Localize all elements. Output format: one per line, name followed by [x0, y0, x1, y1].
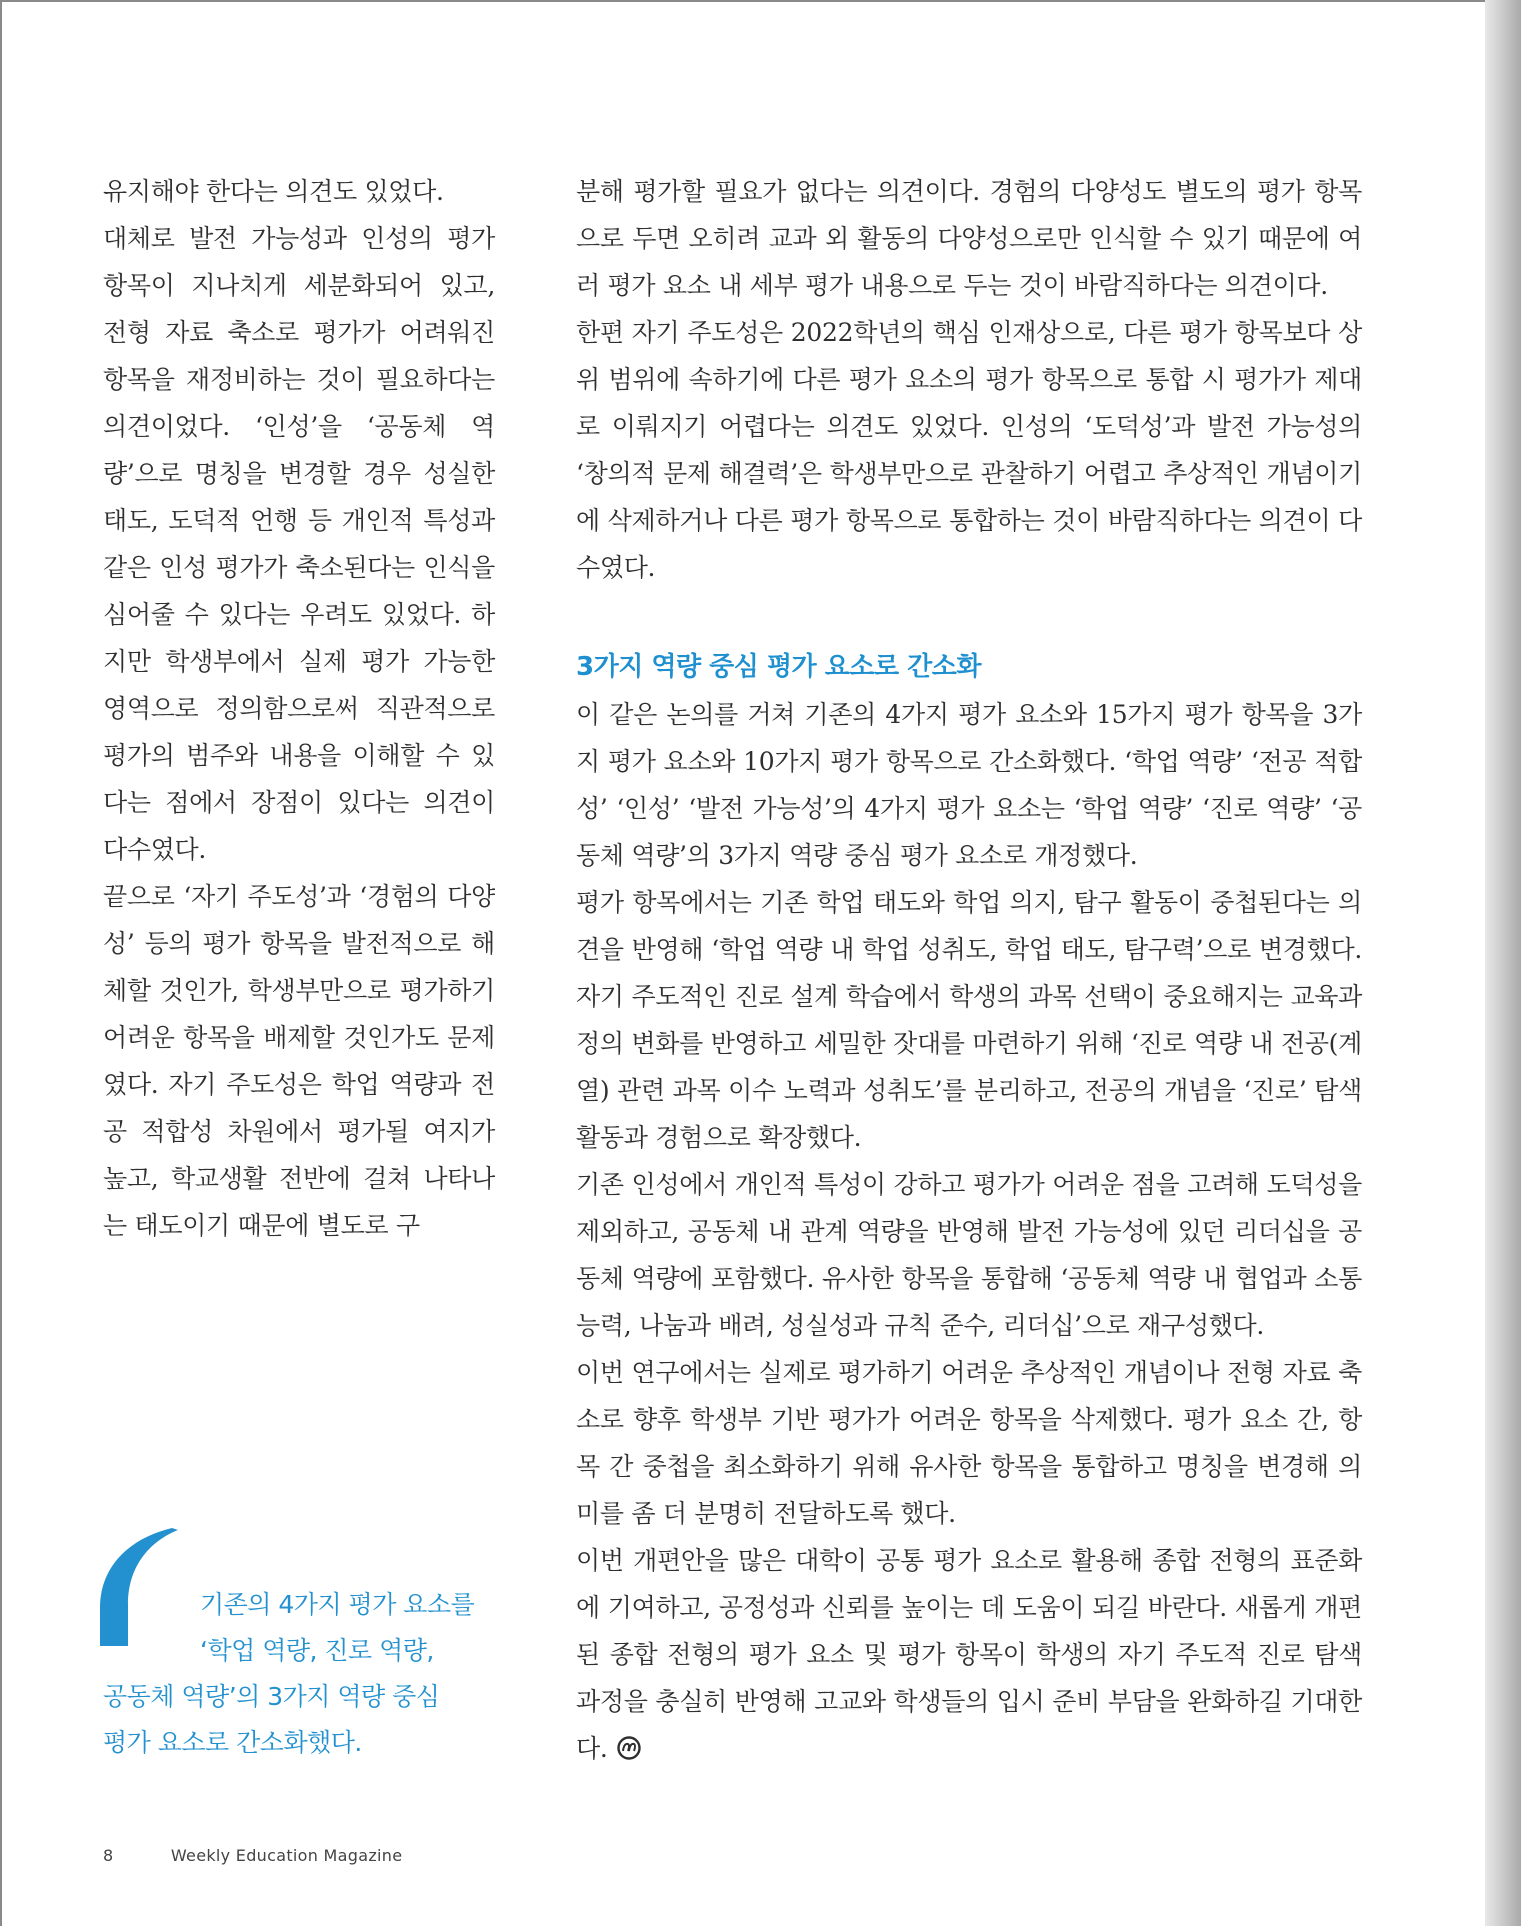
right-paragraph-7-text: 이번 개편안을 많은 대학이 공통 평가 요소로 활용해 종합 전형의 표준화에 기여하고, 공정성과 신뢰를 높이는 데 도움이 되길 바란다. 새롭게 개편된 종합 전형의 평가 요소 및 평가 항목이 학생의 자기 주도적 진로 탐색 과정을 충실히 반영해 고교와 학생들의 입시 준비 부담을 완화하길 기대한다. [576, 1546, 1362, 1763]
pull-quote-line-3: 공동체 역량’의 3가지 역량 중심 [103, 1682, 440, 1711]
right-paragraph-1: 분해 평가할 필요가 없다는 의견이다. 경험의 다양성도 별도의 평가 항목으로 두면 오히려 교과 외 활동의 다양성으로만 인식할 수 있기 때문에 여러 평가 요소 내 세부 평가 내용으로 두는 것이 바람직하다는 의견이다. [576, 177, 1362, 300]
article-end-mark-icon [614, 1735, 644, 1761]
right-paragraph-3: 이 같은 논의를 거쳐 기존의 4가지 평가 요소와 15가지 평가 항목을 3가지 평가 요소와 10가지 평가 항목으로 간소화했다. ‘학업 역량’ ‘전공 적합성’ ‘인성’ ‘발전 가능성’의 4가지 평가 요소는 ‘학업 역량’ ‘진로 역량’ ‘공동체 역량’의 3가지 역량 중심 평가 요소로 개정했다. [576, 700, 1362, 870]
page-edge-shadow [1485, 0, 1521, 1926]
left-paragraph-1: 유지해야 한다는 의견도 있었다. [103, 177, 444, 206]
magazine-name: Weekly Education Magazine [170, 1846, 403, 1865]
right-column [576, 168, 1362, 1772]
page-footer [103, 1846, 402, 1865]
pull-quote [103, 1582, 523, 1766]
pull-quote-line-2: ‘학업 역량, 진로 역량, [200, 1636, 434, 1665]
right-paragraph-5: 기존 인성에서 개인적 특성이 강하고 평가가 어려운 점을 고려해 도덕성을 제외하고, 공동체 내 관계 역량을 반영해 발전 가능성에 있던 리더십을 공동체 역량에 포함했다. 유사한 항목을 통합해 ‘공동체 역량 내 협업과 소통 능력, 나눔과 배려, 성실성과 규칙 준수, 리더십’으로 재구성했다. [576, 1170, 1362, 1340]
right-paragraph-6: 이번 연구에서는 실제로 평가하기 어려운 추상적인 개념이나 전형 자료 축소로 향후 학생부 기반 평가가 어려운 항목을 삭제했다. 평가 요소 간, 항목 간 중첩을 최소화하기 위해 유사한 항목을 통합하고 명칭을 변경해 의미를 좀 더 분명히 전달하도록 했다. [576, 1358, 1362, 1528]
section-subheading: 3가지 역량 중심 평가 요소로 간소화 [576, 652, 981, 682]
right-paragraph-2: 한편 자기 주도성은 2022학년의 핵심 인재상으로, 다른 평가 항목보다 상위 범위에 속하기에 다른 평가 요소의 평가 항목으로 통합 시 평가가 제대로 이뤄지기 어렵다는 의견도 있었다. 인성의 ‘도덕성’과 발전 가능성의 ‘창의적 문제 해결력’은 학생부만으로 관찰하기 어렵고 추상적인 개념이기에 삭제하거나 다른 평가 항목으로 통합하는 것이 바람직하다는 의견이 다수였다. [576, 318, 1362, 582]
right-paragraph-4: 평가 항목에서는 기존 학업 태도와 학업 의지, 탐구 활동이 중첩된다는 의견을 반영해 ‘학업 역량 내 학업 성취도, 학업 태도, 탐구력’으로 변경했다. 자기 주도적인 진로 설계 학습에서 학생의 과목 선택이 중요해지는 교육과정의 변화를 반영하고 세밀한 잣대를 마련하기 위해 ‘진로 역량 내 전공(계열) 관련 과목 이수 노력과 성취도’를 분리하고, 전공의 개념을 ‘진로’ 탐색 활동과 경험으로 확장했다. [576, 888, 1362, 1152]
left-paragraph-3: 끝으로 ‘자기 주도성’과 ‘경험의 다양성’ 등의 평가 항목을 발전적으로 해체할 것인가, 학생부만으로 평가하기 어려운 항목을 배제할 것인가도 문제였다. 자기 주도성은 학업 역량과 전공 적합성 차원에서 평가될 여지가 높고, 학교생활 전반에 걸쳐 나타나는 태도이기 때문에 별도로 구 [103, 882, 495, 1240]
right-paragraph-7 [576, 1537, 1362, 1772]
pull-quote-line-1: 기존의 4가지 평가 요소를 [200, 1590, 475, 1619]
left-paragraph-2: 대체로 발전 가능성과 인성의 평가 항목이 지나치게 세분화되어 있고, 전형 자료 축소로 평가가 어려워진 항목을 재정비하는 것이 필요하다는 의견이었다. ‘인성’을 ‘공동체 역량’으로 명칭을 변경할 경우 성실한 태도, 도덕적 언행 등 개인적 특성과 같은 인성 평가가 축소된다는 인식을 심어줄 수 있다는 우려도 있었다. 하지만 학생부에서 실제 평가 가능한 영역으로 정의함으로써 직관적으로 평가의 범주와 내용을 이해할 수 있다는 점에서 장점이 있다는 의견이 다수였다. [103, 224, 495, 864]
pull-quote-line-4: 평가 요소로 간소화했다. [103, 1728, 362, 1757]
left-column [103, 168, 495, 1249]
page-number: 8 [103, 1846, 114, 1865]
